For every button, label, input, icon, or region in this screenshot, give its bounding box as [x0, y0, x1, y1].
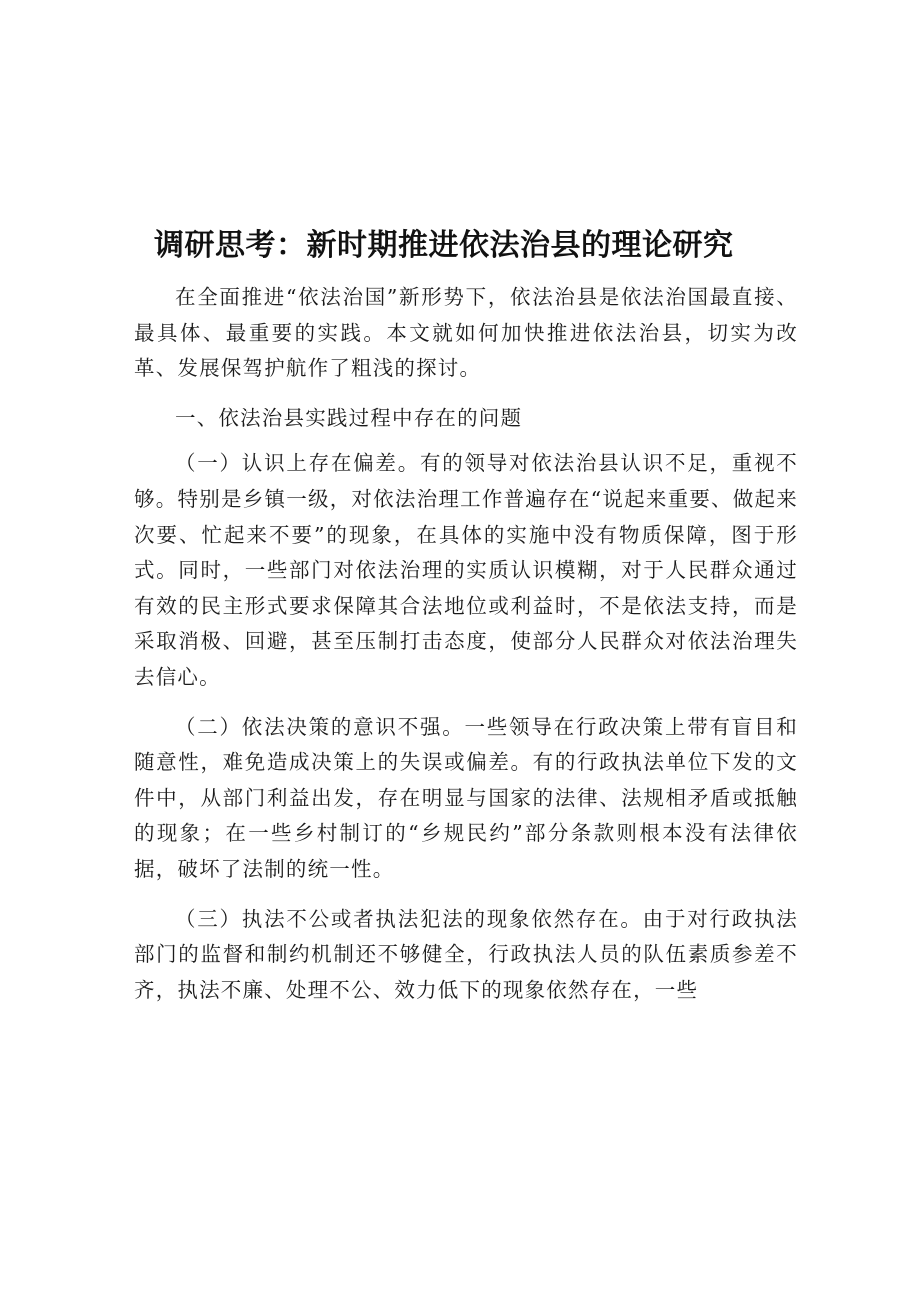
intro-paragraph: 在全面推进“依法治国”新形势下，依法治县是依法治国最直接、最具体、最重要的实践。本文就如何加快推进依法治县，切实为改革、发展保驾护航作了粗浅的探讨。	[134, 285, 798, 381]
document-title: 调研思考：新时期推进依法治县的理论研究	[154, 228, 734, 263]
body-paragraph: （三）执法不公或者执法犯法的现象依然存在。由于对行政执法部门的监督和制约机制还不够健全，行政执法人员的队伍素质参差不齐，执法不廉、处理不公、效力低下的现象依然存在，一些	[134, 906, 798, 1002]
body-paragraph: （二）依法决策的意识不强。一些领导在行政决策上带有盲目和随意性，难免造成决策上的失误或偏差。有的行政执法单位下发的文件中，从部门利益出发，存在明显与国家的法律、法规相矛盾或抵触的现象；在一些乡村制订的“乡规民约”部分条款则根本没有法律依据，破坏了法制的统一性。	[134, 714, 798, 881]
section-heading: 一、依法治县实践过程中存在的问题	[175, 405, 523, 430]
document-body	[134, 280, 798, 1022]
body-paragraph: （一）认识上存在偏差。有的领导对依法治县认识不足，重视不够。特别是乡镇一级，对依法治理工作普遍存在“说起来重要、做起来次要、忙起来不要”的现象，在具体的实施中没有物质保障，图于形式。同时，一些部门对依法治理的实质认识模糊，对于人民群众通过有效的民主形式要求保障其合法地位或利益时，不是依法支持，而是采取消极、回避，甚至压制打击态度，使部分人民群众对依法治理失去信心。	[134, 451, 798, 689]
